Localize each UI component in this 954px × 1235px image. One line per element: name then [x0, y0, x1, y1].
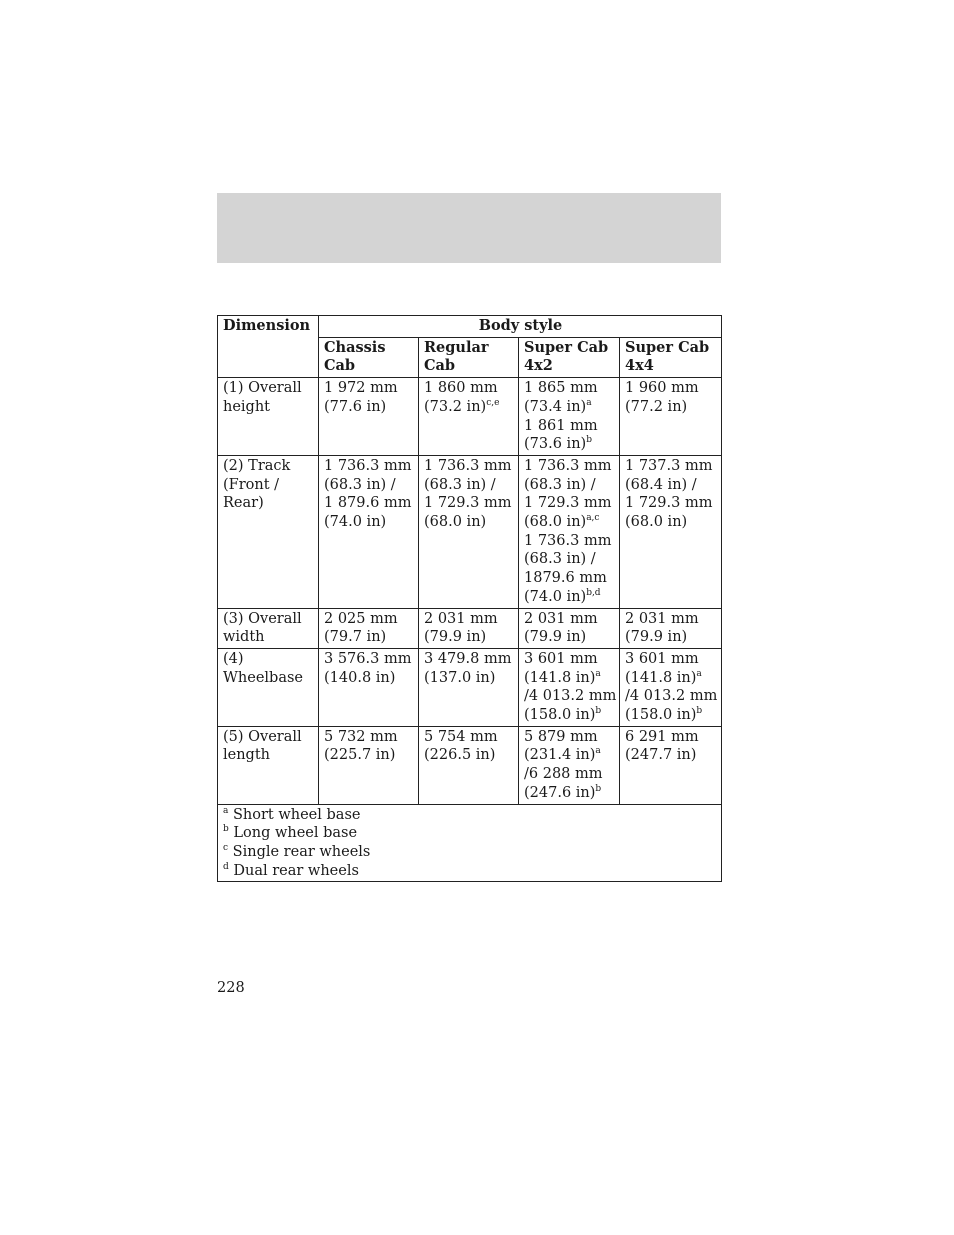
- row-label-overall-height: (1) Overall height: [218, 378, 319, 456]
- row-label-overall-length: (5) Overall length: [218, 726, 319, 804]
- cell-length-chassis-cab: 5 732 mm (225.7 in): [319, 726, 419, 804]
- cell-length-super-cab-4x4: 6 291 mm (247.7 in): [620, 726, 722, 804]
- column-header-chassis-cab: Chassis Cab: [319, 337, 419, 377]
- footnote-item: $^b$ Long wheel base: [223, 824, 358, 842]
- dimension-header: Dimension: [218, 316, 319, 378]
- page-number: 228: [217, 980, 245, 996]
- cell-height-chassis-cab: 1 972 mm (77.6 in): [319, 378, 419, 456]
- table-footnotes-row: [218, 804, 722, 882]
- cell-track-super-cab-4x2: 1 736.3 mm (68.3 in) / 1 729.3 mm (68.0 in)$^{a,c}$ 1 736.3 mm (68.3 in) / 1879.6 mm (74.0 in)$^{b,d}$: [519, 455, 620, 608]
- table-header-row: [218, 316, 722, 338]
- table-row-overall-width: [218, 608, 722, 648]
- table-row-wheelbase: [218, 648, 722, 726]
- cell-height-super-cab-4x2: 1 865 mm (73.4 in)$^a$ 1 861 mm (73.6 in)$^b$: [519, 378, 620, 456]
- body-style-header: Body style: [319, 316, 722, 338]
- row-label-wheelbase: (4) Wheelbase: [218, 648, 319, 726]
- cell-wheelbase-super-cab-4x2: 3 601 mm (141.8 in)$^a$ /4 013.2 mm (158.0 in)$^b$: [519, 648, 620, 726]
- row-label-overall-width: (3) Overall width: [218, 608, 319, 648]
- table-row-overall-length: [218, 726, 722, 804]
- cell-height-super-cab-4x4: 1 960 mm (77.2 in): [620, 378, 722, 456]
- row-label-track: (2) Track (Front / Rear): [218, 455, 319, 608]
- cell-track-super-cab-4x4: 1 737.3 mm (68.4 in) / 1 729.3 mm (68.0 in): [620, 455, 722, 608]
- cell-height-regular-cab: 1 860 mm (73.2 in)$^{c,e}$: [419, 378, 519, 456]
- cell-track-chassis-cab: 1 736.3 mm (68.3 in) / 1 879.6 mm (74.0 in): [319, 455, 419, 608]
- section-header-band: [217, 193, 721, 263]
- cell-track-regular-cab: 1 736.3 mm (68.3 in) / 1 729.3 mm (68.0 in): [419, 455, 519, 608]
- cell-width-chassis-cab: 2 025 mm (79.7 in): [319, 608, 419, 648]
- table-row-overall-height: [218, 378, 722, 456]
- footnotes: [218, 804, 722, 882]
- column-header-super-cab-4x4: Super Cab 4x4: [620, 337, 722, 377]
- dimensions-table: [217, 315, 722, 882]
- cell-wheelbase-chassis-cab: 3 576.3 mm (140.8 in): [319, 648, 419, 726]
- cell-length-regular-cab: 5 754 mm (226.5 in): [419, 726, 519, 804]
- cell-length-super-cab-4x2: 5 879 mm (231.4 in)$^a$ /6 288 mm (247.6 in)$^b$: [519, 726, 620, 804]
- cell-width-super-cab-4x4: 2 031 mm (79.9 in): [620, 608, 722, 648]
- footnote-item: $^d$ Dual rear wheels: [223, 861, 359, 879]
- footnote-item: $^a$ Short wheel base: [223, 805, 361, 823]
- cell-wheelbase-regular-cab: 3 479.8 mm (137.0 in): [419, 648, 519, 726]
- column-header-regular-cab: Regular Cab: [419, 337, 519, 377]
- column-header-super-cab-4x2: Super Cab 4x2: [519, 337, 620, 377]
- cell-wheelbase-super-cab-4x4: 3 601 mm (141.8 in)$^a$ /4 013.2 mm (158.0 in)$^b$: [620, 648, 722, 726]
- cell-width-super-cab-4x2: 2 031 mm (79.9 in): [519, 608, 620, 648]
- cell-width-regular-cab: 2 031 mm (79.9 in): [419, 608, 519, 648]
- footnote-item: $^c$ Single rear wheels: [223, 842, 371, 860]
- table-row-track: [218, 455, 722, 608]
